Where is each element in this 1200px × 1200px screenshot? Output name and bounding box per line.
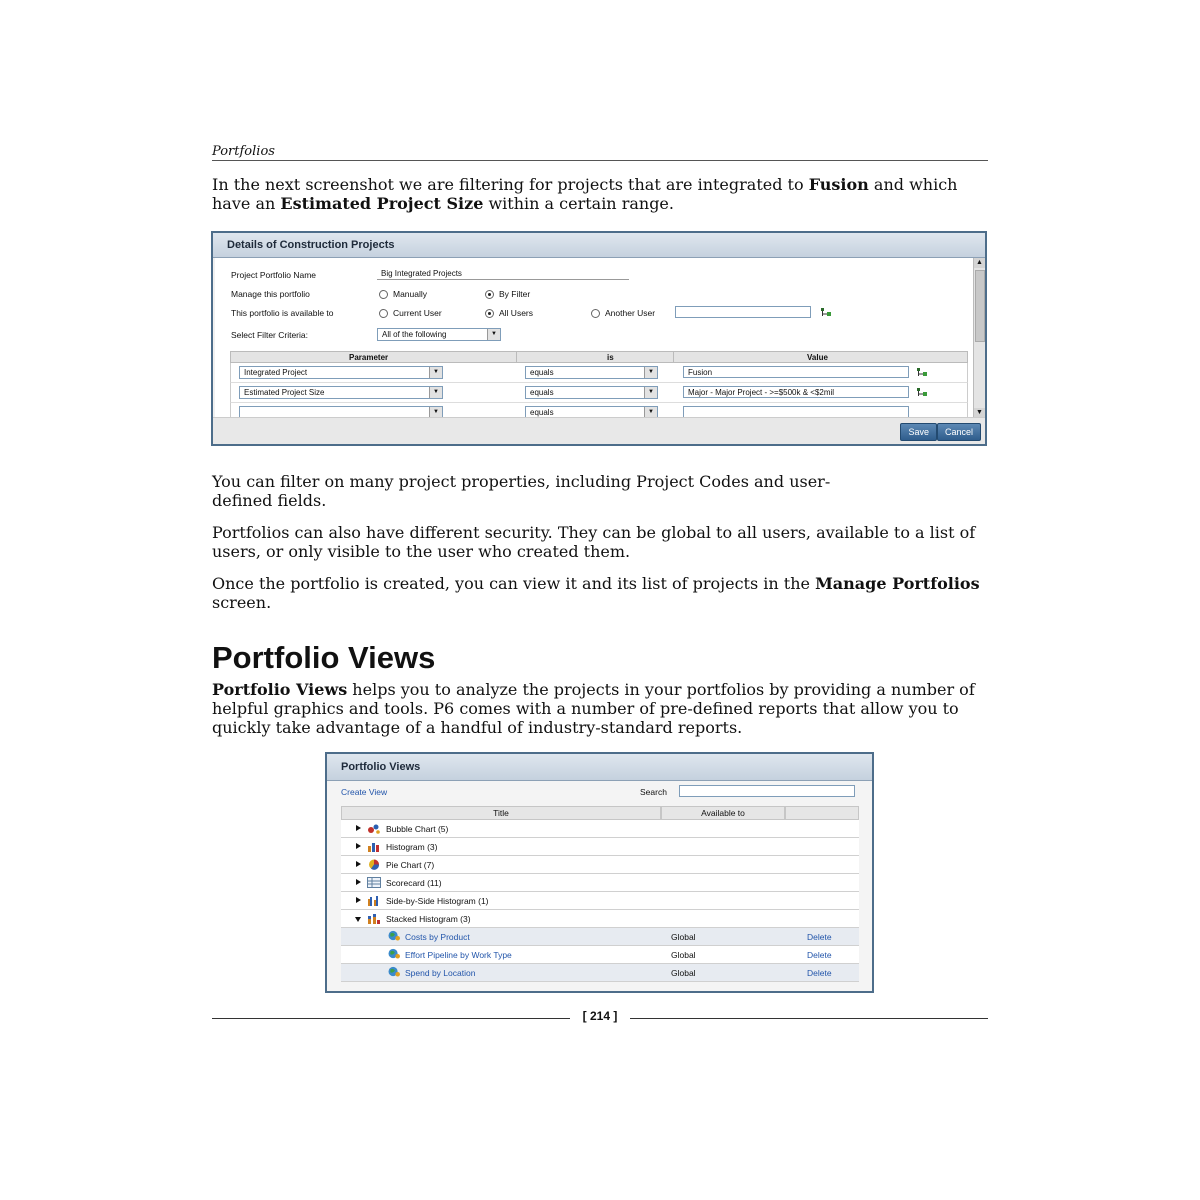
paragraph-manage-portfolios: [212, 574, 982, 612]
dropdown-arrow-icon: ▼: [429, 387, 442, 398]
view-title-link[interactable]: Spend by Location: [405, 968, 476, 978]
paragraph-security: Portfolios can also have different security. They can be global to all users, available to a list of users, or only visible to the user who created them.: [212, 523, 976, 561]
filter-grid-header: [230, 351, 968, 363]
expand-icon[interactable]: [356, 897, 361, 903]
radio-icon: [379, 290, 388, 299]
dropdown-arrow-icon: ▼: [429, 367, 442, 378]
create-view-link[interactable]: Create View: [341, 787, 388, 797]
view-title-link[interactable]: Costs by Product: [405, 932, 470, 942]
view-row[interactable]: [341, 946, 859, 964]
grid-divider: [516, 352, 517, 363]
histogram-icon: [367, 841, 381, 852]
scroll-up-icon[interactable]: ▲: [974, 258, 985, 268]
paragraph-filter-properties: You can filter on many project properties, including Project Codes and user-defined fields.: [212, 472, 831, 510]
filter-criteria-value: All of the following: [382, 330, 447, 339]
intro-paragraph: [212, 175, 982, 213]
group-label: Scorecard (11): [386, 878, 442, 888]
view-availability: Global: [671, 968, 696, 978]
dialog-title: Details of Construction Projects: [213, 233, 985, 258]
intro-text-2: and which have an: [212, 175, 958, 213]
delete-link[interactable]: Delete: [807, 968, 832, 978]
another-user-radio[interactable]: [591, 308, 655, 318]
cancel-button[interactable]: Cancel: [937, 423, 981, 441]
another-user-input[interactable]: [675, 306, 811, 318]
dropdown-arrow-icon: ▼: [644, 407, 657, 418]
filter-row: [230, 383, 968, 403]
expand-icon[interactable]: [356, 825, 361, 831]
views-text: helps you to analyze the projects in your portfolios by providing a number of helpful graphics and tools. P6 comes with a number of pre-defined reports that allow you to quickly take advantage of a handful of industry-standard reports.: [212, 680, 975, 737]
group-row-histogram[interactable]: [341, 838, 859, 856]
all-users-radio[interactable]: [485, 308, 533, 318]
radio-icon: [379, 309, 388, 318]
stacked-histogram-icon: [367, 913, 381, 924]
view-availability: Global: [671, 932, 696, 942]
operator-select[interactable]: [525, 386, 658, 399]
group-row-side-by-side-histogram[interactable]: [341, 892, 859, 910]
expand-icon[interactable]: [356, 879, 361, 885]
filter-criteria-select[interactable]: [377, 328, 501, 341]
view-availability: Global: [671, 950, 696, 960]
value-input[interactable]: Fusion: [683, 366, 909, 378]
expand-icon[interactable]: [356, 861, 361, 867]
intro-text-1: In the next screenshot we are filtering for projects that are integrated to: [212, 175, 809, 194]
filter-criteria-label: Select Filter Criteria:: [231, 330, 308, 340]
section-heading: Portfolio Views: [212, 640, 436, 675]
portfolio-views-panel: [325, 752, 874, 993]
intro-bold-fusion: Fusion: [808, 175, 869, 194]
group-label: Bubble Chart (5): [386, 824, 449, 834]
column-actions: [785, 806, 859, 820]
save-button[interactable]: Save: [900, 423, 937, 441]
footer-rule-left: [212, 1018, 570, 1019]
globe-icon: [387, 948, 401, 959]
grid-divider: [673, 352, 674, 363]
scorecard-icon: [367, 877, 381, 888]
column-available-to[interactable]: Available to: [661, 806, 785, 820]
group-row-pie-chart[interactable]: [341, 856, 859, 874]
scroll-thumb[interactable]: [975, 270, 985, 342]
current-user-label: Current User: [393, 308, 442, 318]
running-header: Portfolios: [212, 144, 275, 159]
value-picker-icon[interactable]: [917, 388, 929, 397]
view-row[interactable]: [341, 964, 859, 982]
operator-select[interactable]: [525, 366, 658, 379]
radio-selected-icon: [485, 309, 494, 318]
paragraph-portfolio-views: [212, 680, 982, 737]
group-label: Stacked Histogram (3): [386, 914, 471, 924]
radio-icon: [591, 309, 600, 318]
grid-header-value: Value: [807, 353, 828, 362]
availability-label: This portfolio is available to: [231, 308, 334, 318]
filter-row: [230, 363, 968, 383]
view-row[interactable]: [341, 928, 859, 946]
views-title: Portfolio Views: [327, 754, 872, 781]
globe-icon: [387, 966, 401, 977]
manage-label: Manage this portfolio: [231, 289, 310, 299]
operator-value: equals: [530, 368, 554, 377]
operator-value: equals: [530, 408, 554, 417]
manage-text-1: Once the portfolio is created, you can view it and its list of projects in the: [212, 574, 816, 593]
intro-text-3: within a certain range.: [483, 194, 674, 213]
manage-bold: Manage Portfolios: [815, 574, 980, 593]
delete-link[interactable]: Delete: [807, 950, 832, 960]
grid-header-parameter: Parameter: [349, 353, 389, 362]
portfolio-details-dialog: [211, 231, 987, 446]
user-picker-icon[interactable]: [821, 308, 833, 317]
value-input[interactable]: Major - Major Project - >=$500k & <$2mil: [683, 386, 909, 398]
header-rule: [212, 160, 988, 161]
intro-bold-size: Estimated Project Size: [280, 194, 484, 213]
globe-icon: [387, 930, 401, 941]
manage-text-2: screen.: [212, 593, 272, 612]
side-by-side-histogram-icon: [367, 895, 381, 906]
param-select[interactable]: [239, 386, 443, 399]
manage-by-filter-label: By Filter: [499, 289, 531, 299]
search-label: Search: [640, 787, 667, 797]
operator-value: equals: [530, 388, 554, 397]
dialog-scrollbar[interactable]: [973, 258, 985, 418]
dialog-footer: [213, 417, 985, 444]
dropdown-arrow-icon: ▼: [644, 367, 657, 378]
pie-chart-icon: [367, 859, 381, 870]
page-number: [ 214 ]: [582, 1009, 618, 1023]
value-picker-icon[interactable]: [917, 368, 929, 377]
group-label: Histogram (3): [386, 842, 438, 852]
footer-rule-right: [630, 1018, 988, 1019]
manage-manually-radio[interactable]: [379, 289, 427, 299]
column-title[interactable]: Title: [341, 806, 661, 820]
expand-icon[interactable]: [356, 843, 361, 849]
search-input[interactable]: [679, 785, 855, 797]
another-user-label: Another User: [605, 308, 656, 318]
current-user-radio[interactable]: [379, 308, 442, 318]
group-row-scorecard[interactable]: [341, 874, 859, 892]
portfolio-name-input[interactable]: Big Integrated Projects: [377, 268, 629, 280]
dropdown-arrow-icon: ▼: [644, 387, 657, 398]
manage-manually-label: Manually: [393, 289, 428, 299]
group-label: Side-by-Side Histogram (1): [386, 896, 489, 906]
grid-header-is: is: [607, 353, 614, 362]
scroll-down-icon[interactable]: ▼: [974, 408, 985, 418]
all-users-label: All Users: [499, 308, 534, 318]
param-value: Estimated Project Size: [244, 388, 325, 397]
delete-link[interactable]: Delete: [807, 932, 832, 942]
manage-by-filter-radio[interactable]: [485, 289, 530, 299]
group-row-stacked-histogram[interactable]: [341, 910, 859, 928]
views-bold: Portfolio Views: [212, 680, 348, 699]
collapse-icon[interactable]: [355, 917, 361, 922]
param-select[interactable]: [239, 366, 443, 379]
portfolio-name-label: Project Portfolio Name: [231, 270, 317, 280]
param-value: Integrated Project: [244, 368, 308, 377]
dropdown-arrow-icon: ▼: [487, 329, 500, 340]
bubble-chart-icon: [367, 823, 381, 834]
dropdown-arrow-icon: ▼: [429, 407, 442, 418]
radio-selected-icon: [485, 290, 494, 299]
view-title-link[interactable]: Effort Pipeline by Work Type: [405, 950, 512, 960]
dialog-body: [215, 258, 973, 418]
group-label: Pie Chart (7): [386, 860, 435, 870]
group-row-bubble-chart[interactable]: [341, 820, 859, 838]
